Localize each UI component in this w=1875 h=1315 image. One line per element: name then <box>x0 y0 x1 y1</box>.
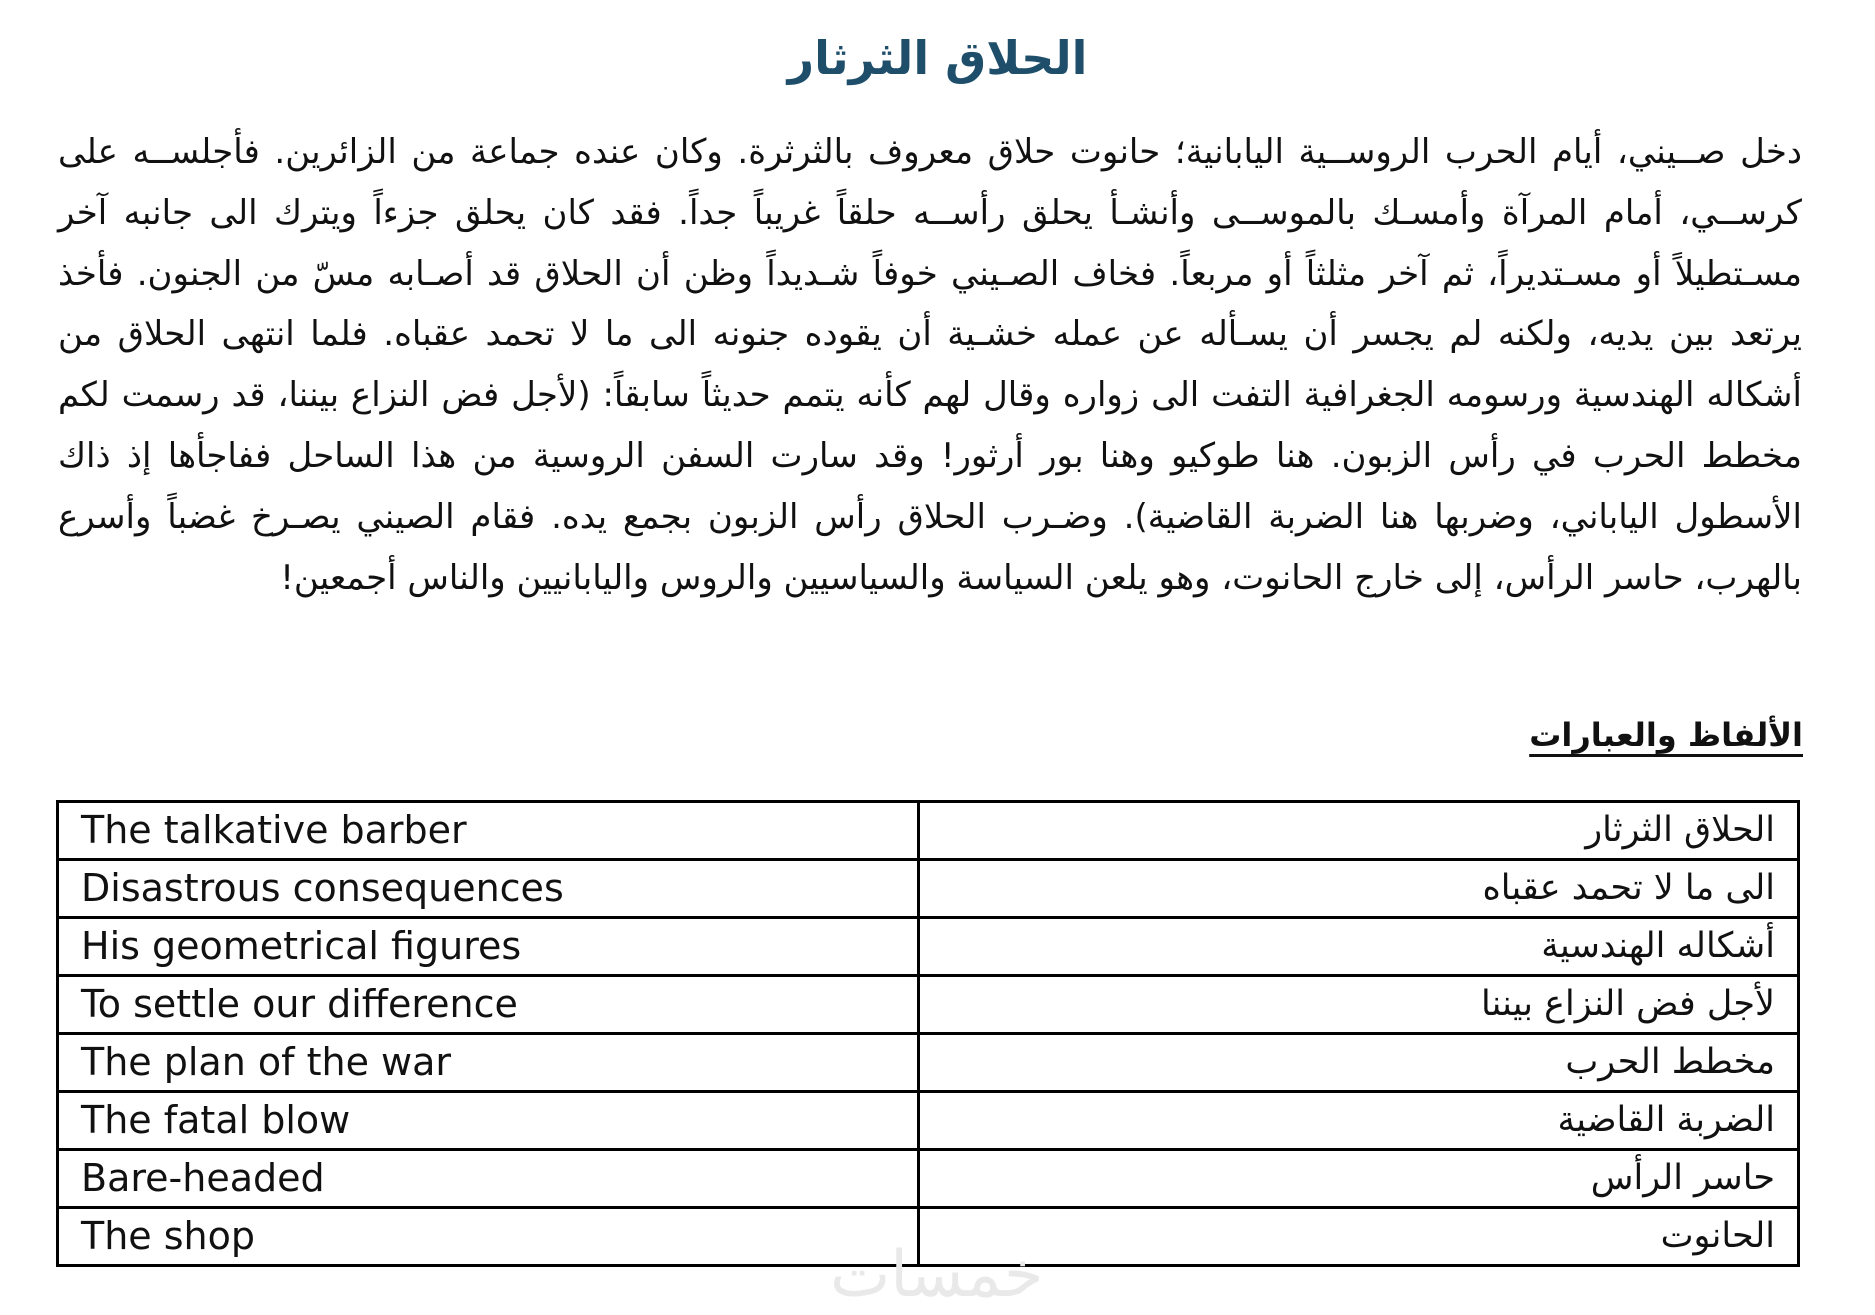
english-term: To settle our difference <box>58 976 919 1034</box>
vocabulary-heading: الألفاظ والعبارات <box>1529 716 1803 754</box>
english-term: The fatal blow <box>58 1092 919 1150</box>
arabic-term: حاسر الرأس <box>919 1150 1799 1208</box>
arabic-term: الضربة القاضية <box>919 1092 1799 1150</box>
table-row <box>58 802 1799 860</box>
table-row <box>58 918 1799 976</box>
arabic-term: الحانوت <box>919 1208 1799 1266</box>
table-row <box>58 860 1799 918</box>
english-term: The talkative barber <box>58 802 919 860</box>
arabic-term: الحلاق الثرثار <box>919 802 1799 860</box>
table-row <box>58 1092 1799 1150</box>
english-term: Disastrous consequences <box>58 860 919 918</box>
table-row <box>58 976 1799 1034</box>
table-row <box>58 1034 1799 1092</box>
vocabulary-table <box>56 800 1800 1267</box>
arabic-term: لأجل فض النزاع بيننا <box>919 976 1799 1034</box>
story-paragraph: دخل صــيني، أيام الحرب الروســية اليابانية؛ حانوت حلاق معروف بالثرثرة. وكان عنده جماعة من الزائرين. فأجلســه على كرســي، أمام المرآة وأمسـك بالموســى وأنشـأ يحلق رأســه حلقاً غريباً جداً. فقد كان يحلق جزءاً ويترك الى جانبه آخر مسـتطيلاً أو مسـتديراً، ثم آخر مثلثاً أو مربعاً. فخاف الصـيني خوفاً شـديداً وظن أن الحلاق قد أصـابه مسّ من الجنون. فأخذ يرتعد بين يديه، ولكنه لم يجسر أن يسـأله عن عمله خشـية أن يقوده جنونه الى ما لا تحمد عقباه. فلما انتهى الحلاق من أشكاله الهندسية ورسومه الجغرافية التفت الى زواره وقال لهم كأنه يتمم حديثاً سابقاً: (لأجل فض النزاع بيننا، قد رسمت لكم مخطط الحرب في رأس الزبون. هنا طوكيو وهنا بور أرثور! وقد سارت السفن الروسية من هذا الساحل ففاجأها إذ ذاك الأسطول الياباني، وضربها هنا الضربة القاضية). وضـرب الحلاق رأس الزبون بجمع يده. فقام الصيني يصـرخ غضباً وأسرع بالهرب، حاسر الرأس، إلى خارج الحانوت، وهو يلعن السياسة والسياسيين والروس واليابانيين والناس أجمعين! <box>58 132 1802 598</box>
english-term: His geometrical figures <box>58 918 919 976</box>
arabic-term: مخطط الحرب <box>919 1034 1799 1092</box>
english-term: Bare-headed <box>58 1150 919 1208</box>
document-title: الحلاق الثرثار <box>787 31 1088 85</box>
arabic-term: الى ما لا تحمد عقباه <box>919 860 1799 918</box>
arabic-term: أشكاله الهندسية <box>919 918 1799 976</box>
watermark-logo: خمسات <box>830 1238 1044 1312</box>
english-term: The plan of the war <box>58 1034 919 1092</box>
english-term: The shop <box>58 1208 919 1266</box>
table-row <box>58 1150 1799 1208</box>
